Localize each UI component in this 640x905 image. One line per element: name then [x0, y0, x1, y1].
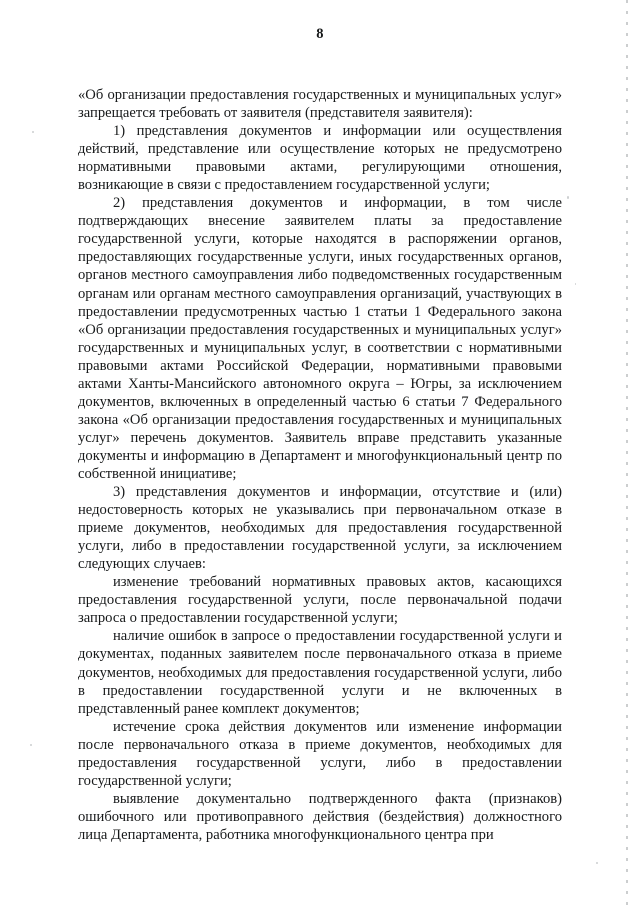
paragraph-sub-item-3: истечение срока действия документов или изменение информации после первоначального отказа в приеме документов, необходимых для предоставления государственной услуги, либо в предоставлении государственной услуги;: [78, 718, 562, 789]
paragraph-item-1: 1) представления документов и информации или осуществления действий, представление или осуществление которых не предусмотрено нормативными правовыми актами, регулирующими отношения, возникающие в связи с предоставлением государственной услуги;: [78, 123, 562, 194]
scan-speck: [567, 196, 569, 199]
paragraph-continued: «Об организации предоставления государственных и муниципальных услуг» запрещается требовать от заявителя (представителя заявителя):: [78, 87, 562, 122]
page-number: 8: [316, 26, 324, 42]
paragraph-sub-item-4: выявление документально подтвержденного факта (признаков) ошибочного или противоправного действия (бездействия) должностного лица Департамента, работника многофункционального центра при: [78, 790, 562, 843]
paragraph-sub-item-1: изменение требований нормативных правовых актов, касающихся предоставления государственной услуги, после первоначальной подачи запроса о предоставлении государственной услуги;: [78, 574, 562, 627]
paragraph-item-3: 3) представления документов и информации, отсутствие и (или) недостоверность которых не указывались при первоначальном отказе в приеме документов, необходимых для предоставления государственной услуги, либо в предоставлении государственной услуги, за исключением следующих случаев:: [78, 484, 562, 573]
document-body: [78, 86, 562, 844]
paragraph-item-2: 2) представления документов и информации, в том числе подтверждающих внесение заявителем платы за предоставление государственной услуги, которые находятся в распоряжении органов, предоставляющих государственные услуги, иных государственных органов, органов местного самоуправления либо подведомственных государственным органам или органам местного самоуправления организаций, участвующих в предоставлении предусмотренных частью 1 статьи 1 Федерального закона «Об организации предоставления государственных и муниципальных услуг» государственных и муниципальных услуг, в соответствии с нормативными правовыми актами Российской Федерации, нормативными правовыми актами Ханты-Мансийского автономного округа – Югры, за исключением документов, включенных в определенный частью 6 статьи 7 Федерального закона «Об организации предоставления государственных и муниципальных услуг» перечень документов. Заявитель вправе представить указанные документы и информацию в Департамент и многофункциональный центр по собственной инициативе;: [78, 195, 562, 482]
scan-speck: [30, 744, 32, 746]
scan-edge-artifact: [626, 0, 628, 905]
paragraph-sub-item-2: наличие ошибок в запросе о предоставлении государственной услуги и документах, поданных заявителем после первоначального отказа в приеме документов, необходимых для предоставления государственной услуги, либо в предоставлении государственной услуги и не включенных в представленный ранее комплект документов;: [78, 628, 562, 717]
scan-speck: [32, 131, 34, 133]
scan-speck: [575, 283, 576, 285]
scan-speck: [596, 862, 598, 864]
